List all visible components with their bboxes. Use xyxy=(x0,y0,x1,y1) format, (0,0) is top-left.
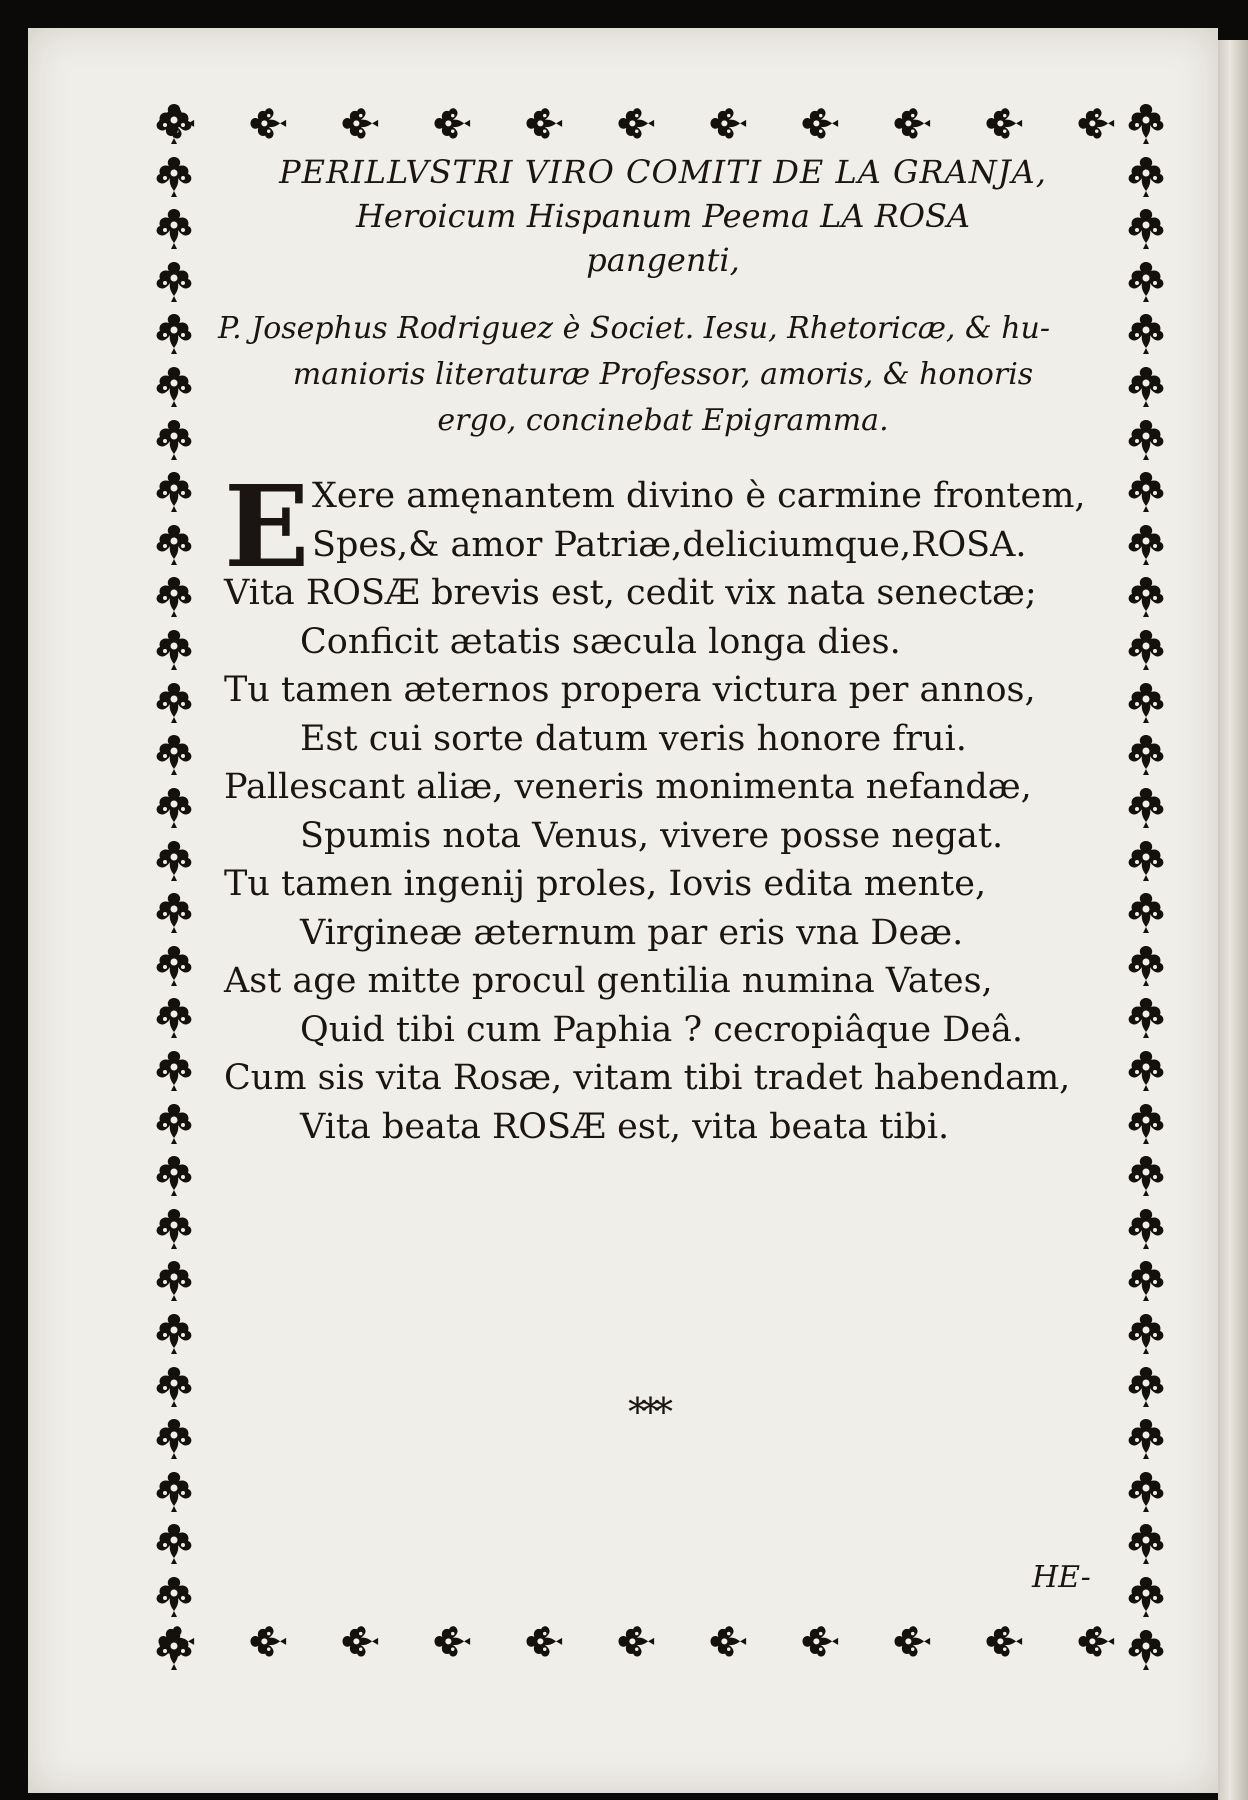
fleuron-ornament-icon xyxy=(151,1468,197,1514)
fleuron-ornament-icon xyxy=(151,153,197,199)
fleuron-ornament-icon xyxy=(518,106,568,146)
fleuron-ornament-icon xyxy=(1123,416,1169,462)
fleuron-ornament-icon xyxy=(151,1573,197,1619)
page-content xyxy=(218,150,1108,1151)
fleuron-ornament-icon xyxy=(151,1205,197,1251)
fleuron-ornament-icon xyxy=(1123,784,1169,830)
poem-line: Tu tamen æternos propera victura per annos, xyxy=(224,670,1036,710)
fleuron-ornament-icon xyxy=(978,106,1028,146)
dedication-line: P. Josephus Rodriguez è Societ. Iesu, Rhetoricæ, & hu- xyxy=(218,311,1050,346)
fleuron-ornament-icon xyxy=(702,106,752,146)
poem-line: Vita beata ROSÆ est, vita beata tibi. xyxy=(300,1106,950,1147)
fleuron-ornament-icon xyxy=(1123,1257,1169,1303)
fleuron-ornament-icon xyxy=(151,573,197,619)
fleuron-ornament-icon xyxy=(151,258,197,304)
catchword: HE- xyxy=(1032,1560,1091,1595)
poem-line: Cum sis vita Rosæ, vitam tibi tradet habendam, xyxy=(224,1058,1071,1098)
fleuron-ornament-icon xyxy=(1123,942,1169,988)
poem-line: Conficit ætatis sæcula longa dies. xyxy=(300,621,901,662)
fleuron-ornament-icon xyxy=(151,994,197,1040)
fleuron-ornament-icon xyxy=(151,310,197,356)
fleuron-ornament-icon xyxy=(151,521,197,567)
fleuron-ornament-icon xyxy=(1123,1415,1169,1461)
fleuron-ornament-icon xyxy=(151,1047,197,1093)
poem-line: Quid tibi cum Paphia ? cecropiâque Deâ. xyxy=(300,1009,1024,1050)
fleuron-ornament-icon xyxy=(1123,573,1169,619)
fleuron-ornament-icon xyxy=(1123,1626,1169,1672)
dedication-line: manioris literaturæ Professor, amoris, & honoris xyxy=(292,357,1034,392)
fleuron-ornament-icon xyxy=(151,626,197,672)
fleuron-ornament-icon xyxy=(1123,1520,1169,1566)
fleuron-ornament-icon xyxy=(151,679,197,725)
fleuron-ornament-icon xyxy=(702,1624,752,1664)
fleuron-ornament-icon xyxy=(151,100,197,146)
fleuron-ornament-icon xyxy=(1123,310,1169,356)
fleuron-ornament-icon xyxy=(151,942,197,988)
heading-line: Heroicum Hispanum Peema LA ROSA xyxy=(356,197,970,235)
poem-line: Spes,& amor Patriæ,deliciumque,ROSA. xyxy=(312,524,1027,565)
fleuron-ornament-icon xyxy=(1123,1100,1169,1146)
fleuron-ornament-icon xyxy=(151,205,197,251)
fleuron-ornament-icon xyxy=(334,106,384,146)
fleuron-ornament-icon xyxy=(1123,468,1169,514)
fleuron-ornament-icon xyxy=(151,1100,197,1146)
fleuron-ornament-icon xyxy=(1123,1310,1169,1356)
fleuron-ornament-icon xyxy=(1123,679,1169,725)
fleuron-ornament-icon xyxy=(1123,1047,1169,1093)
poem-line: Spumis nota Venus, vivere posse negat. xyxy=(300,815,1004,856)
fleuron-ornament-icon xyxy=(151,784,197,830)
fleuron-ornament-icon xyxy=(426,1624,476,1664)
fleuron-ornament-icon xyxy=(978,1624,1028,1664)
fleuron-ornament-icon xyxy=(1070,106,1120,146)
fleuron-ornament-icon xyxy=(794,106,844,146)
fleuron-ornament-icon xyxy=(1123,1205,1169,1251)
fleuron-ornament-icon xyxy=(1123,994,1169,1040)
fleuron-ornament-icon xyxy=(151,731,197,777)
fleuron-ornament-icon xyxy=(151,1257,197,1303)
fleuron-ornament-icon xyxy=(151,1626,197,1672)
fleuron-ornament-icon xyxy=(151,837,197,883)
drop-cap: E xyxy=(224,462,310,593)
fleuron-ornament-icon xyxy=(151,1520,197,1566)
fleuron-ornament-icon xyxy=(151,1415,197,1461)
ornamental-border-top xyxy=(150,98,1120,154)
fleuron-ornament-icon xyxy=(1123,153,1169,199)
fleuron-ornament-icon xyxy=(886,1624,936,1664)
fleuron-ornament-icon xyxy=(151,416,197,462)
fleuron-ornament-icon xyxy=(1070,1624,1120,1664)
author-dedication xyxy=(218,306,1108,444)
fleuron-ornament-icon xyxy=(1123,626,1169,672)
fleuron-ornament-icon xyxy=(1123,258,1169,304)
fleuron-ornament-icon xyxy=(242,1624,292,1664)
dedication-heading xyxy=(218,150,1108,282)
fleuron-ornament-icon xyxy=(1123,205,1169,251)
fleuron-ornament-icon xyxy=(794,1624,844,1664)
fleuron-ornament-icon xyxy=(1123,521,1169,567)
poem-line: Virgineæ æternum par eris vna Deæ. xyxy=(300,912,964,953)
fleuron-ornament-icon xyxy=(1123,889,1169,935)
fleuron-ornament-icon xyxy=(151,468,197,514)
poem-line: Est cui sorte datum veris honore frui. xyxy=(300,718,967,759)
fleuron-ornament-icon xyxy=(151,1152,197,1198)
fleuron-ornament-icon xyxy=(1123,1363,1169,1409)
heading-line: pangenti, xyxy=(586,241,740,279)
heading-line: PERILLVSTRI VIRO COMITI DE LA GRANJA, xyxy=(279,153,1047,191)
fleuron-ornament-icon xyxy=(886,106,936,146)
fleuron-ornament-icon xyxy=(151,889,197,935)
fleuron-ornament-icon xyxy=(426,106,476,146)
fleuron-ornament-icon xyxy=(610,106,660,146)
poem-line: Tu tamen ingenij proles, Iovis edita mente, xyxy=(224,864,987,904)
fleuron-ornament-icon xyxy=(1123,100,1169,146)
fleuron-ornament-icon xyxy=(1123,1152,1169,1198)
poem-line: Ast age mitte procul gentilia numina Vates, xyxy=(224,961,993,1001)
fleuron-ornament-icon xyxy=(518,1624,568,1664)
fleuron-ornament-icon xyxy=(1123,1573,1169,1619)
poem-line: Vita ROSÆ brevis est, cedit vix nata senectæ; xyxy=(224,573,1037,613)
fleuron-ornament-icon xyxy=(334,1624,384,1664)
fleuron-ornament-icon xyxy=(151,1363,197,1409)
ornamental-border-right xyxy=(1118,100,1174,1672)
facing-page-edge xyxy=(1218,40,1248,1800)
fleuron-ornament-icon xyxy=(1123,1468,1169,1514)
fleuron-ornament-icon xyxy=(610,1624,660,1664)
fleuron-ornament-icon xyxy=(151,363,197,409)
epigram-poem xyxy=(218,462,1108,1151)
ornamental-border-left xyxy=(146,100,202,1672)
ornamental-border-bottom xyxy=(150,1616,1120,1672)
dedication-line: ergo, concinebat Epigramma. xyxy=(437,403,889,438)
fleuron-ornament-icon xyxy=(242,106,292,146)
fleuron-ornament-icon xyxy=(1123,731,1169,777)
poem-line: Pallescant aliæ, veneris monimenta nefandæ, xyxy=(224,767,1032,807)
fleuron-ornament-icon xyxy=(1123,363,1169,409)
fleuron-ornament-icon xyxy=(1123,837,1169,883)
poem-line: Xere amęnantem divino è carmine frontem, xyxy=(312,476,1086,516)
fleuron-ornament-icon xyxy=(151,1310,197,1356)
asterism: *** xyxy=(628,1390,667,1434)
